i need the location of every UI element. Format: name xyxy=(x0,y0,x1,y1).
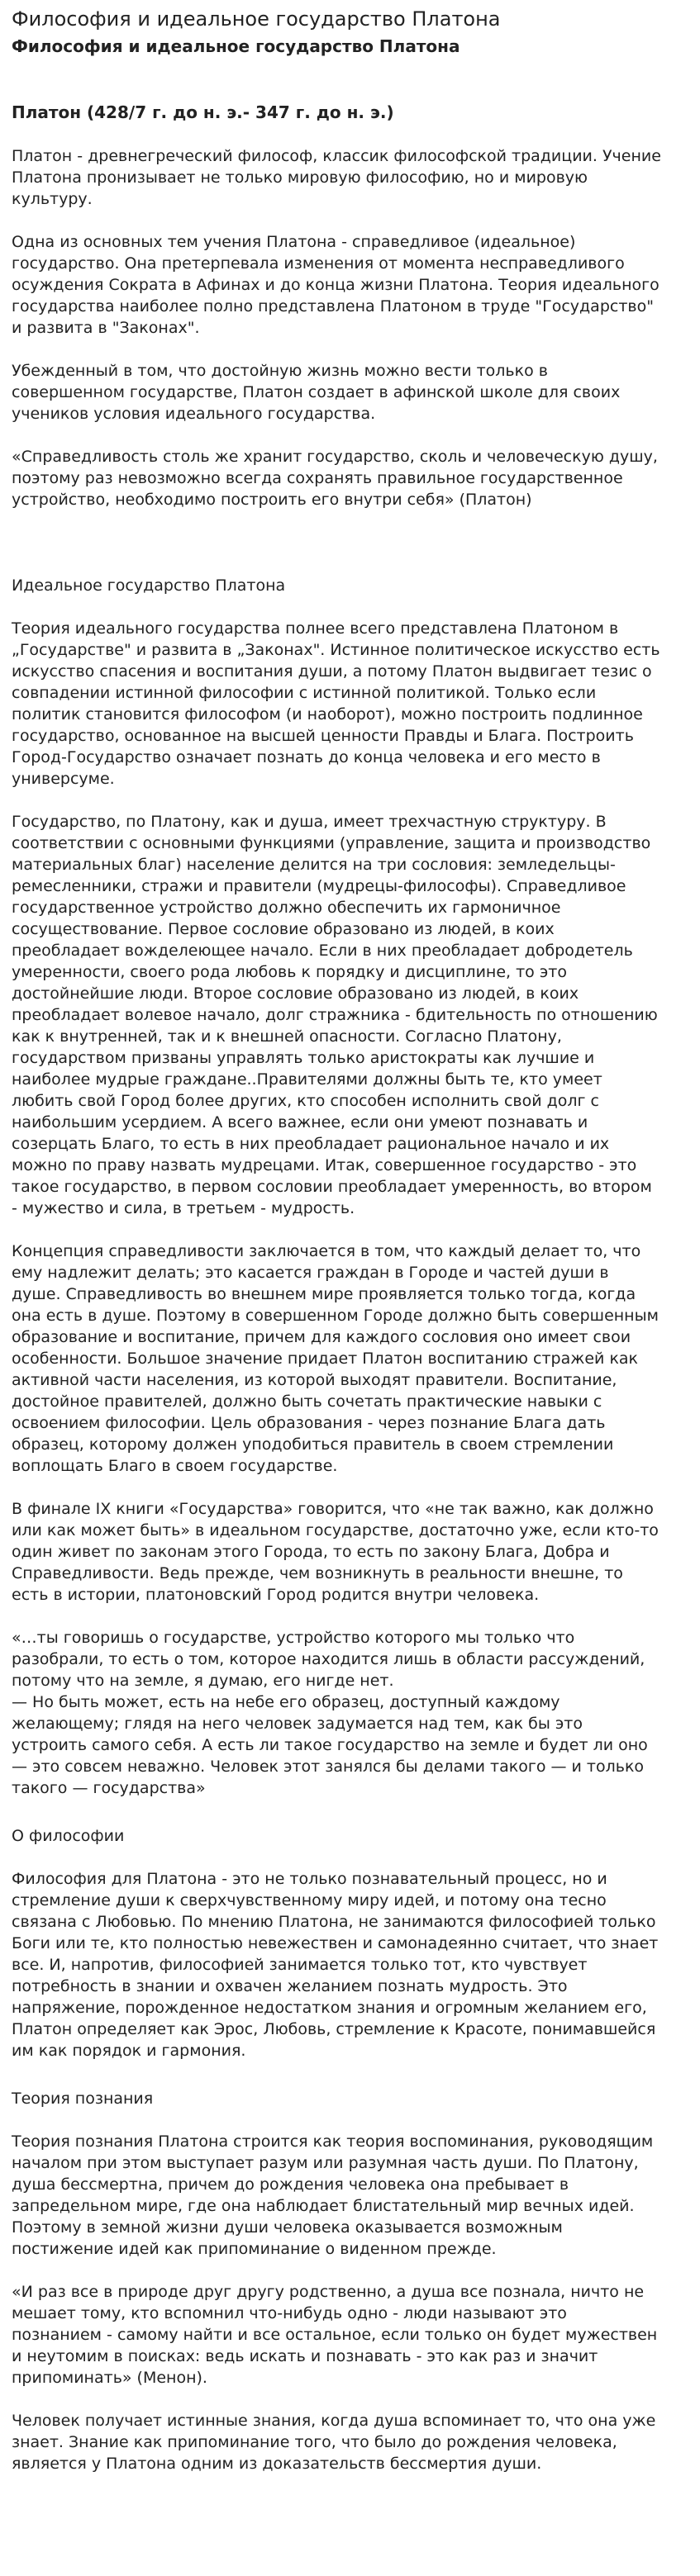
paragraph: Теория познания Платона строится как теория воспоминания, руководящим началом при этом выступает разум или разумная часть души. По Платону, душа бессмертна, причем до рождения человека она пребывает в запредельном мире, где она наблюдает блистательный мир вечных идей. Поэтому в земной жизни души человека оказывается возможным постижение идей как припоминание о виденном прежде. xyxy=(12,2132,654,2258)
document-subtitle: Философия и идеальное государство Платона xyxy=(12,36,460,56)
paragraph: Философия для Платона - это не только познавательный процесс, но и стремление души к сверхчувственному миру идей, и потому она тесно связана с Любовью. По мнению Платона, не занимаются философией только Боги или те, кто полностью невежествен и самонадеянно считает, что знает все. И, напротив, философией занимается только тот, кто чувствует потребность в знании и охвачен желанием познать мудрость. Это напряжение, порожденное недостатком знания и огромным желанием его, Платон определяет как Эрос, Любовь, стремление к Красоте, понимавшейся им как порядок и гармония. xyxy=(12,1870,659,2060)
ideal-state-section xyxy=(12,575,661,1799)
knowledge-theory-section xyxy=(12,2088,661,2474)
quote-paragraph: «…ты говоришь о государстве, устройство которого мы только что разобрали, то есть о том, которое находится лишь в области рассуждений, потому что на земле, я думаю, его нигде нет. — Но быть может, есть на небе его образец, доступный каждому желающему; глядя на него человек задумается над тем, как бы это устроить самого себя. А есть ли такое государство на земле и будет ли оно — это совсем неважно. Человек этот занялся бы делами такого — и только такого — государства» xyxy=(12,1629,648,1797)
paragraph: Концепция справедливости заключается в том, что каждый делает то, что ему надлежит делать; это касается граждан в Городе и частей души в душе. Справедливость во внешнем мире проявляется только тогда, когда она есть в душе. Поэтому в совершенном Городе должно быть совершенным образование и воспитание, причем для каждого сословия оно имеет свои особенности. Большое значение придает Платон воспитанию стражей как активной части населения, из которой выходят правители. Воспитание, достойное правителей, должно быть сочетать практические навыки с освоением философии. Цель образования - через познание Блага дать образец, которому должен уподобиться правитель в своем стремлении воплощать Благо в своем государстве. xyxy=(12,1242,659,1475)
section-heading: Идеальное государство Платона xyxy=(12,576,286,595)
paragraph: Платон - древнегреческий философ, классик философской традиции. Учение Платона пронизывает не только мировую философию, но и мировую культуру. xyxy=(12,147,661,208)
paragraph: Теория идеального государства полнее всего представлена Платоном в „Государстве" и развита в „Законах". Истинное политическое искусство есть искусство спасения и воспитания души, а потому Платон выдвигает тезис о совпадении истинной философии с истинной политикой. Только если политик становится философом (и наоборот), можно построить подлинное государство, основанное на высшей ценности Правды и Блага. Построить Город-Государство означает познать до конца человека и его место в универсуме. xyxy=(12,619,660,788)
author-heading: Платон (428/7 г. до н. э.- 347 г. до н. э.) xyxy=(12,102,394,122)
paragraph: Государство, по Платону, как и душа, имеет трехчастную структуру. В соответствии с основными функциями (управление, защита и производство материальных благ) население делится на три сословия: земледельцы-ремесленники, стражи и правители (мудрецы-философы). Справедливое государственное устройство должно обеспечить их гармоничное сосуществование. Первое сословие образовано из людей, в коих преобладает вожделеющее начало. Если в них преобладает добродетель умеренности, своего рода любовь к порядку и дисциплине, то это достойнейшие люди. Второе сословие образовано из людей, в коих преобладает волевое начало, долг стражника - бдительность по отношению как к внутренней, так и к внешней опасности. Согласно Платону, государством призваны управлять только аристократы как лучшие и наиболее мудрые граждане..Правителями должны быть те, кто умеет любить свой Город более других, кто способен исполнить свой долг с наибольшим усердием. А всего важнее, если они умеют познавать и созерцать Благо, то есть в них преобладает рациональное начало и их можно по праву назвать мудрецами. Итак, совершенное государство - это такое государство, в первом сословии преобладает умеренность, во втором - мужество и сила, в третьем - мудрость. xyxy=(12,813,658,1217)
paragraph: Одна из основных тем учения Платона - справедливое (идеальное) государство. Она претерпевала изменения от момента несправедливого осуждения Сократа в Афинах и до конца жизни Платона. Теория идеального государства наиболее полно представлена Платоном в труде "Государство" и развита в "Законах". xyxy=(12,233,660,337)
intro-section xyxy=(12,145,661,510)
paragraph: В финале IX книги «Государства» говорится, что «не так важно, как должно или как может быть» в идеальном государстве, достаточно уже, если кто-то один живет по законам этого Города, то есть по закону Блага, Добра и Справедливости. Ведь прежде, чем возникнуть в реальности внешне, то есть в истории, платоновский Город родится внутри человека. xyxy=(12,1500,659,1604)
philosophy-section xyxy=(12,1825,661,2061)
section-heading: Теория познания xyxy=(12,2090,154,2108)
section-heading: О философии xyxy=(12,1827,125,1845)
paragraph: Человек получает истинные знания, когда душа вспоминает то, что она уже знает. Знание как припоминание того, что было до рождения человека, является у Платона одним из доказательств бессмертия души. xyxy=(12,2412,656,2473)
paragraph: Убежденный в том, что достойную жизнь можно вести только в совершенном государстве, Платон создает в афинской школе для своих учеников условия идеального государства. xyxy=(12,362,621,423)
quote-paragraph: «Справедливость столь же хранит государство, сколь и человеческую душу, поэтому раз невозможно всегда сохранять правильное государственное устройство, необходимо построить его внутри себя» (Платон) xyxy=(12,448,658,509)
quote-paragraph: «И раз все в природе друг другу родственно, а душа все познала, ничто не мешает тому, кто вспомнил что-нибудь одно - люди называют это познанием - самому найти и все остальное, если только он будет мужествен и неутомим в поисках: ведь искать и познавать - это как раз и значит припоминать» (Менон). xyxy=(12,2283,658,2387)
page-title: Философия и идеальное государство Платона xyxy=(12,7,501,31)
